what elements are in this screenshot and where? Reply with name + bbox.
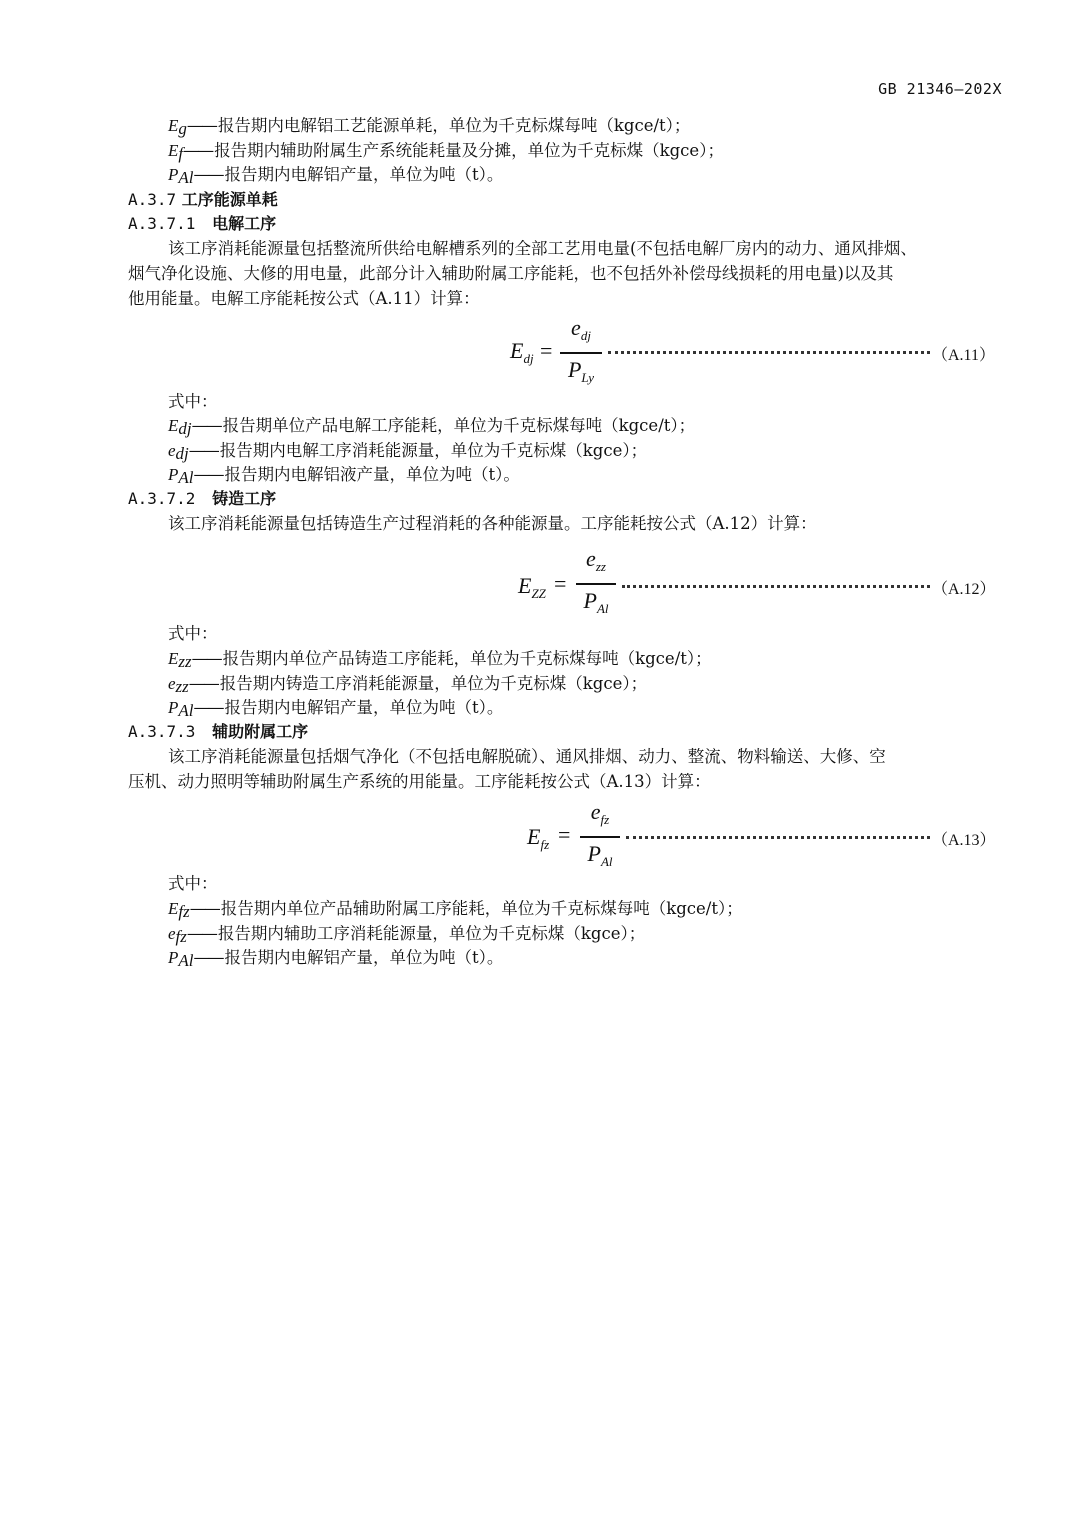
where-label: 式中： bbox=[168, 874, 218, 893]
definition-efz: $E_{fz}——$ 报告期内单位产品辅助附属工序能耗，单位为千克标煤每吨（kgce/t）； bbox=[168, 899, 743, 921]
leader-dots bbox=[626, 836, 930, 839]
fraction-bar bbox=[576, 583, 616, 585]
definition-eg: $E_g——$ 报告期内电解铝工艺能源单耗，单位为千克标煤每吨（kgce/t）； bbox=[168, 116, 691, 138]
formula-a13: $E_{fz}$ = $e_{fz}$ $P_{Al}$ （A.13） bbox=[0, 800, 1080, 870]
definition-edj-lower: $e_{dj}——$ 报告期内电解工序消耗能源量，单位为千克标煤（kgce）； bbox=[168, 441, 648, 463]
paragraph-line: 烟气净化设施、大修的用电量，此部分计入辅助附属工序能耗，也不包括外补偿母线损耗的用电量)以及其 bbox=[128, 264, 894, 283]
equation-number: （A.13） bbox=[932, 832, 996, 849]
definition-ef: $E_f——$ 报告期内辅助附属生产系统能耗量及分摊，单位为千克标煤（kgce）； bbox=[168, 141, 724, 163]
fraction: $e_{zz}$ $P_{Al}$ bbox=[576, 545, 616, 623]
equation-number: （A.12） bbox=[932, 581, 996, 598]
definition-efz-lower: $e_{fz}——$ 报告期内辅助工序消耗能源量，单位为千克标煤（kgce）； bbox=[168, 924, 646, 946]
definition-edj: $E_{dj}——$ 报告期单位产品电解工序能耗，单位为千克标煤每吨（kgce/t）； bbox=[168, 416, 696, 438]
paragraph-line: 压机、动力照明等辅助附属生产系统的用能量。工序能耗按公式（A.13）计算： bbox=[128, 772, 711, 791]
paragraph-line: 他用能量。电解工序能耗按公式（A.11）计算： bbox=[128, 289, 480, 308]
section-heading-a37: A.3.7 工序能源单耗 bbox=[128, 190, 278, 209]
leader-dots bbox=[622, 585, 930, 588]
paragraph-line: 该工序消耗能源量包括烟气净化（不包括电解脱硫）、通风排烟、动力、整流、物料输送、大修、空 bbox=[168, 747, 886, 766]
section-heading-a372: A.3.7.2 铸造工序 bbox=[128, 489, 277, 508]
definition-pal: $P_{Al}——$ 报告期内电解铝产量，单位为吨（t）。 bbox=[168, 948, 504, 970]
paragraph-line: 该工序消耗能源量包括整流所供给电解槽系列的全部工艺用电量(不包括电解厂房内的动力、通风排烟、 bbox=[168, 239, 917, 258]
definition-ezz-lower: $e_{zz}——$ 报告期内铸造工序消耗能源量，单位为千克标煤（kgce）； bbox=[168, 674, 648, 696]
standard-code: GB 21346—202X bbox=[878, 80, 1002, 98]
where-label: 式中： bbox=[168, 392, 218, 411]
formula-a11: $E_{dj}$ = $e_{dj}$ $P_{Ly}$ （A.11） bbox=[0, 318, 1080, 388]
definition-ezz: $E_{zz}——$ 报告期内单位产品铸造工序能耗，单位为千克标煤每吨（kgce/t）； bbox=[168, 649, 712, 671]
where-label: 式中： bbox=[168, 624, 218, 643]
fraction: $e_{fz}$ $P_{Al}$ bbox=[580, 798, 620, 876]
fraction-bar bbox=[560, 352, 602, 354]
section-heading-a371: A.3.7.1 电解工序 bbox=[128, 214, 277, 233]
definition-pal: $P_{Al}——$ 报告期内电解铝产量，单位为吨（t）。 bbox=[168, 698, 504, 720]
paragraph-line: 该工序消耗能源量包括铸造生产过程消耗的各种能源量。工序能耗按公式（A.12）计算： bbox=[168, 514, 817, 533]
leader-dots bbox=[608, 351, 930, 354]
equation-number: （A.11） bbox=[932, 347, 995, 364]
definition-pal: $P_{Al}——$ 报告期内电解铝产量，单位为吨（t）。 bbox=[168, 165, 504, 187]
formula-a12: $E_{ZZ}$ = $e_{zz}$ $P_{Al}$ （A.12） bbox=[0, 545, 1080, 615]
fraction: $e_{dj}$ $P_{Ly}$ bbox=[560, 314, 602, 392]
definition-pal: $P_{Al}——$ 报告期内电解铝液产量，单位为吨（t）。 bbox=[168, 465, 520, 487]
section-heading-a373: A.3.7.3 辅助附属工序 bbox=[128, 722, 309, 741]
fraction-bar bbox=[580, 836, 620, 838]
